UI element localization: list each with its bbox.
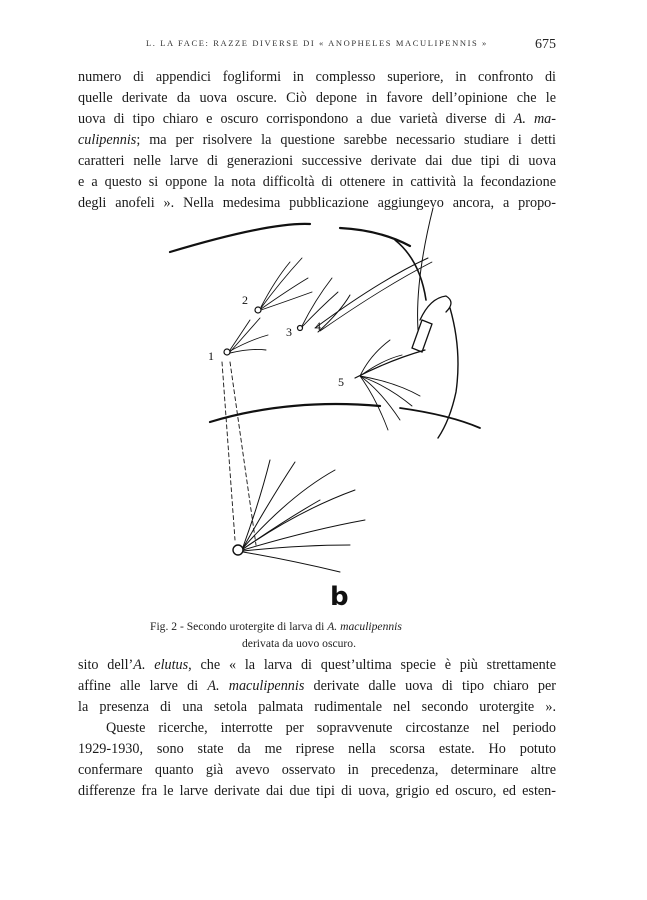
figure-letter: b <box>330 582 349 612</box>
seta-5 <box>360 340 390 376</box>
text-fragment: ; ma per risolvere la questione sarebbe necessario studiare i detti <box>136 132 556 148</box>
seta-base-2 <box>255 307 261 313</box>
species-name: A. elutus <box>133 657 189 673</box>
seta-2 <box>261 262 290 307</box>
text-line: degli anofeli ». Nella medesima pubblicazione aggiungevo ancora, a propo- <box>78 195 556 211</box>
figure-caption <box>150 618 520 652</box>
enlarged-seta <box>243 552 340 572</box>
enlarged-seta <box>243 545 350 551</box>
seta-label-2: 2 <box>242 293 248 307</box>
text-line: la presenza di una setola palmata rudimentale nel secondo urotergite ». <box>78 699 556 715</box>
text-line: confermare quanto già avevo osservato in precedenza, determinare altre <box>78 762 556 778</box>
seta-1 <box>230 349 266 353</box>
seta-label-4: 4 <box>315 319 321 333</box>
enlarged-seta <box>243 470 335 548</box>
long-seta <box>418 208 433 330</box>
segment-arc-lower <box>210 404 380 422</box>
segment-arc-lower <box>400 408 480 428</box>
seta-5 <box>360 376 388 430</box>
text-line: e a questo si oppone la nota difficoltà di ottenere in cattività la fecondazione <box>78 174 556 190</box>
text-line: quelle derivate da uova oscure. Ciò depone in favore dell’opinione che le <box>78 90 556 106</box>
text-fragment: , che « la larva di quest’ultima specie è più strettamente <box>188 657 557 673</box>
running-head: L. LA FACE: RAZZE DIVERSE DI « ANOPHELES MACULIPENNIS » <box>146 38 488 48</box>
enlarged-seta <box>243 462 295 548</box>
paragraph-top <box>78 67 556 214</box>
seta-5 <box>360 376 400 420</box>
segment-arc-upper <box>395 240 426 300</box>
caption-text: Fig. 2 - Secondo urotergite di larva di <box>150 620 328 633</box>
seta-label-1: 1 <box>208 349 214 363</box>
text-line <box>78 655 556 676</box>
species-name: A. maculipennis <box>207 678 305 694</box>
caption-line <box>150 618 520 635</box>
text-line <box>78 676 556 697</box>
long-seta <box>315 258 428 328</box>
text-line: numero di appendici fogliformi in complesso superiore, in confronto di <box>78 69 556 85</box>
text-line: Queste ricerche, interrotte per sopravvenute circostanze nel periodo <box>106 720 556 736</box>
appendage-stalk <box>412 320 432 352</box>
text-fragment: uova di tipo chiaro e oscuro corrispondono a due varietà diverse di <box>78 111 514 127</box>
species-name: A. maculipennis <box>327 620 402 633</box>
seta-1 <box>230 335 268 351</box>
caption-line: derivata da uovo oscuro. <box>242 637 356 650</box>
text-fragment: affine alle larve di <box>78 678 208 694</box>
appendage-edge <box>355 350 425 378</box>
seta-2 <box>261 292 312 310</box>
appendage-head <box>420 296 451 320</box>
text-line: 1929-1930, sono state da me riprese nella scorsa estate. Ho potuto <box>78 741 556 757</box>
text-fragment: sito dell’ <box>78 657 134 673</box>
paragraph-bottom <box>78 655 556 802</box>
seta-label-3: 3 <box>286 325 292 339</box>
page-number: 675 <box>535 37 556 52</box>
text-line: differenze fra le larve derivate dai due tipi di uova, grigio ed oscuro, ed esten- <box>78 783 556 799</box>
species-name: culipennis <box>78 132 137 148</box>
seta-2 <box>261 258 302 308</box>
text-line <box>78 130 556 151</box>
seta-label-5: 5 <box>338 375 344 389</box>
text-line <box>78 109 556 130</box>
projection-line <box>230 362 256 545</box>
long-seta <box>320 262 432 331</box>
seta-base-1 <box>224 349 230 355</box>
text-fragment: derivate dalle uova di tipo chiaro per <box>304 678 556 694</box>
segment-arc-upper <box>170 224 310 252</box>
projection-line <box>222 362 235 540</box>
species-name: A. ma- <box>513 111 557 127</box>
seta-1 <box>230 318 260 352</box>
seta-5 <box>360 376 420 396</box>
enlarged-seta-base <box>233 545 243 555</box>
text-line: caratteri nelle larve di generazioni successive derivate dai due tipi di uova <box>78 153 556 169</box>
figure-urotergite-drawing <box>150 200 570 620</box>
